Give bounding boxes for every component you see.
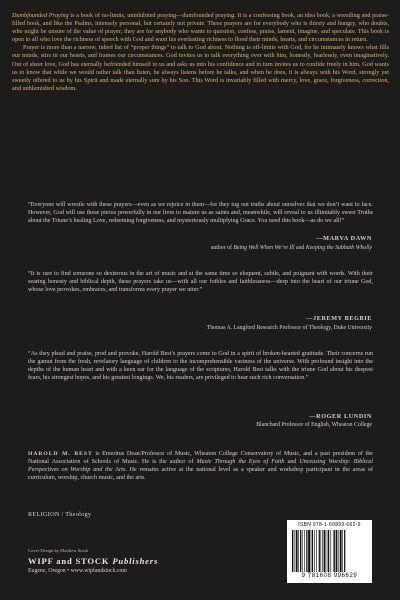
- bio-book-2: Unceasing Worship: Biblical Perspectives on Worship and the Arts: [28, 459, 373, 473]
- barcode-digits: 9 781608 996629: [301, 573, 358, 579]
- bio-text-1: is Emeritus Dean/Professor of Music, Wheaton College Conservatory of Music, and a past president of the National Association of Schools of Music. He is the author of: [28, 451, 373, 465]
- book-category: RELIGION / Theology: [28, 511, 92, 518]
- publisher-location: Eugene, Oregon • www.wipfandstock.com: [28, 568, 127, 574]
- endorser-title-3: Blanchard Professor of English, Wheaton College: [256, 422, 372, 428]
- endorser-name-2: —JEREMY BEGBIE: [306, 315, 372, 322]
- endorsement-quote-3: “As they plead and praise, prod and provoke, Harold Best’s prayers come to God in a spirit of broken-hearted gratitude. Their concerns run the gamut from the fresh, revelatory language of children to the incomprehensible vastness of the universe. With profound insight into the depths of the human heart and with a keen ear for the language of the scriptures, Harold Best talks with the triune God about his deepest fears, his strongest hopes, and his greatest longings. We, his readers, are privileged to hear such rich conversation.”: [28, 351, 373, 381]
- book-title: Dumbfounded Praying: [12, 12, 69, 19]
- publisher-name: [28, 556, 158, 566]
- endorser-title-mid: and: [294, 245, 306, 251]
- author-bio: [28, 450, 373, 482]
- endorser-title-prefix: author of: [210, 245, 234, 251]
- description-text-1: is a book of no-limits, uninhibited praying—dumfounded praying. It is a confessing book, an idea book, a wrestling and praise-filled book, and like the Psalms, intensely personal, but certainly not private. These prayers are for everybody who is thirsty and hungry, who doubts, who might be unsure of the value of prayer; they are for anybody who wants to question, confess, praise, lament, imagine, and speculate. This book is open to all who love the richness of speech with God and want his everlasting richness to flood their minds, hearts, and circumstances in return.: [12, 12, 389, 44]
- bio-text-3: . He remains active at the national level as a speaker and workshop participant in the areas of curriculum, worship, church music, and the arts.: [28, 467, 373, 481]
- endorsement-quote-2: “It is rare to find someone so dexterous in the art of music and at the same time so eloquent, subtle, and poignant with words. With their searing honesty and biblical depth, these prayers take us—with all our foibles and faithlessness—deep into the heart of our triune God, whose love provokes, embraces, and transforms every prayer we utter.”: [28, 271, 373, 293]
- book-description: [12, 12, 389, 93]
- publisher-name-main: WIPF and STOCK: [28, 556, 113, 566]
- cover-design-credit: Cover Design by Matthew Stock: [28, 548, 89, 553]
- publisher-name-italic: Publishers: [112, 556, 159, 566]
- endorsement-quote-1: “Everyone will wrestle with these prayers—even as we rejoice in them—for they tug out truths about ourselves that we don’t want to face. However, God will use these pieces powerfully in our lives to mature us as saints and, meanwhile, will reveal to us illimitably sweet Truths about the Triune’s healing Love, redeeming forgiveness, and mysteriously multiplying Grace. You need this book—as do we all!”: [28, 202, 373, 224]
- bio-book-1: Music Through the Eyes of Faith: [196, 459, 285, 465]
- endorser-name-1: —MARVA DAWN: [316, 235, 372, 242]
- endorser-title-2: Thomas A. Langford Research Professor of Theology, Duke University: [206, 325, 372, 331]
- description-paragraph-2: Prayer is more than a narrow, tidied list of “proper things” to talk to God about. Nothing is off-limits with God, for he intimately knows what fills our minds, stirs in our hearts, and frames our circumstances. God invites us to talk everything over with him, honestly, fearlessly, even imaginatively. Out of sheer love, God has eternally befriended himself to us and asks us into his confidence and in turn invites us to confide freely in him. God wants us to know that while we would rather talk than listen, he always listens before he talks, and when he does, it is always with his Word, strongly yet sweetly offered to us by his Spirit and made eternally sure by his Son. This Word is invariably filled with mercy, love, grace, forgiveness, correction, and unblemished wisdom.: [12, 44, 389, 92]
- endorser-title-1: [211, 245, 372, 252]
- endorser-name-3: —ROGER LUNDIN: [309, 413, 372, 420]
- barcode-panel: [287, 520, 372, 583]
- endorser-book-2: Keeping the Sabbath Wholly: [305, 245, 372, 251]
- author-name: HAROLD M. BEST: [28, 451, 93, 457]
- bio-text-2: and: [284, 459, 300, 465]
- isbn-label: ISBN 978-1-60899-662-9: [298, 522, 361, 528]
- description-paragraph-1: [12, 12, 389, 44]
- barcode-icon: [291, 530, 368, 573]
- endorser-book-1: Being Well When We’re Ill: [233, 245, 295, 251]
